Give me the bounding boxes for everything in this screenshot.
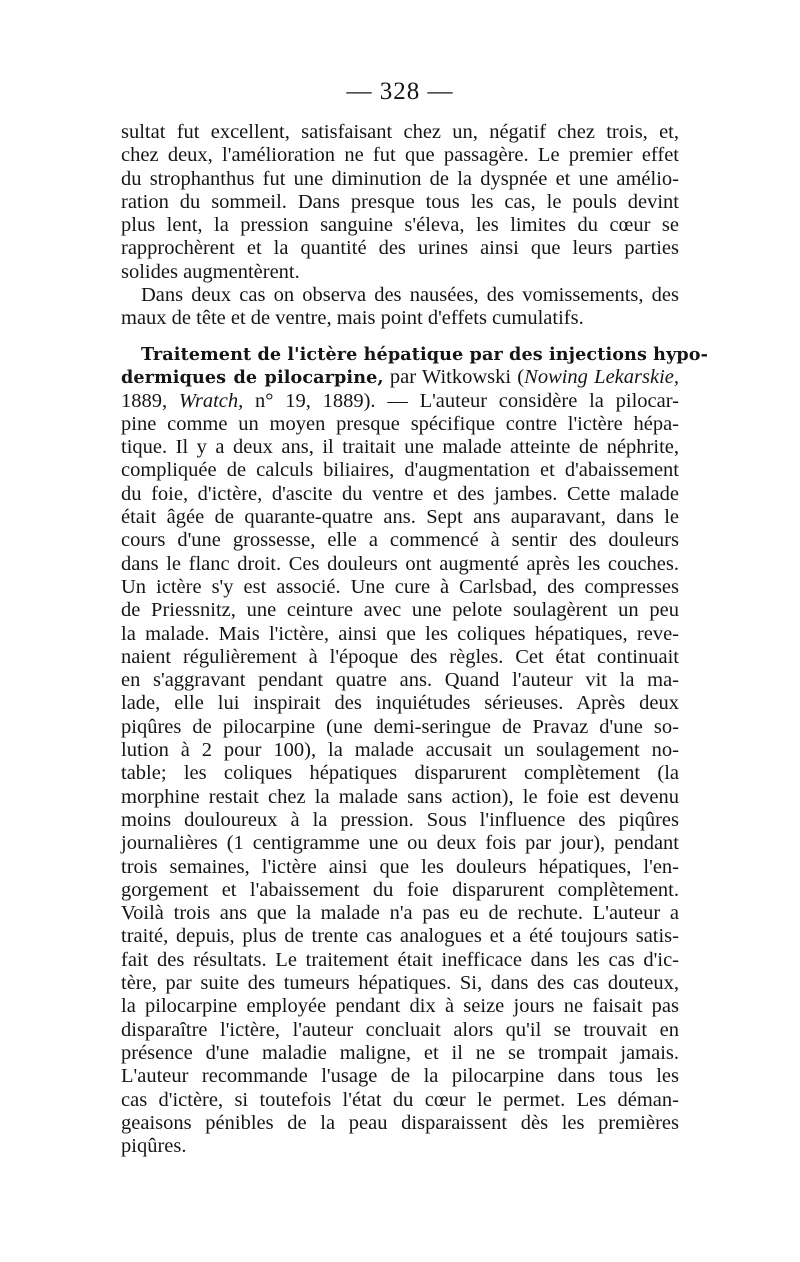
text-line: naient régulièrement à l'époque des règles. Cet état continuait — [121, 645, 679, 668]
text-line: dans le flanc droit. Ces douleurs ont augmenté après les couches. — [121, 552, 679, 575]
text-line: rapprochèrent et la quantité des urines ainsi que leurs parties — [121, 237, 679, 260]
text-line: tique. Il y a deux ans, il traitait une malade atteinte de néphrite, — [121, 436, 679, 459]
text-line: solides augmentèrent. — [121, 260, 300, 283]
article-title: Traitement de l'ictère hépatique par des injections hypo- — [141, 344, 709, 365]
text-line: la malade. Mais l'ictère, ainsi que les coliques hépatiques, reve- — [121, 622, 679, 645]
text-line: traité, depuis, plus de trente cas analogues et a été toujours satis- — [121, 925, 679, 948]
text-line: présence d'une maladie maligne, et il ne se trompait jamais. — [121, 1041, 679, 1064]
citation-rest: n° 19, 1889). — L'auteur considère la pilocar- — [243, 389, 679, 412]
text-line: gorgement et l'abaissement du foie disparurent complètement. — [121, 878, 679, 901]
text-line: plus lent, la pression sanguine s'éleva, les limites du cœur se — [121, 214, 679, 237]
text-line: sultat fut excellent, satisfaisant chez un, négatif chez trois, et, — [121, 121, 679, 143]
text-line: geaisons pénibles de la peau disparaissent dès les premières — [121, 1111, 679, 1134]
text-line: la pilocarpine employée pendant dix à seize jours ne faisait pas — [121, 995, 679, 1018]
text-line: moins douloureux à la pression. Sous l'influence des piqûres — [121, 808, 679, 831]
text-line: Un ictère s'y est associé. Une cure à Carlsbad, des compresses — [121, 575, 679, 598]
citation-line — [121, 390, 679, 413]
text-line: en s'aggravant pendant quatre ans. Quand l'auteur vit la ma- — [121, 669, 679, 692]
text-line: cas d'ictère, si toutefois l'état du cœur le permet. Les déman- — [121, 1088, 679, 1111]
text-line: maux de tête et de ventre, mais point d'effets cumulatifs. — [121, 307, 584, 330]
text-line: du foie, d'ictère, d'ascite du ventre et des jambes. Cette malade — [121, 482, 679, 505]
text-line: piqûres. — [121, 1135, 187, 1158]
text-line: fait des résultats. Le traitement était inefficace dans les cas d'ic- — [121, 948, 679, 971]
citation-year: 1889, — [121, 389, 179, 412]
paragraph-2 — [121, 284, 679, 331]
text-line: de Priessnitz, une ceinture avec une pelote soulagèrent un peu — [121, 599, 679, 622]
text-line: tère, par suite des tumeurs hépatiques. Si, dans des cas douteux, — [121, 972, 679, 995]
article-title-line-2 — [121, 366, 679, 389]
text-line: Dans deux cas on observa des nausées, des vomissements, des — [141, 284, 679, 307]
text-line: table; les coliques hépatiques disparurent complètement (la — [121, 762, 679, 785]
text-line: était âgée de quarante-quatre ans. Sept ans auparavant, dans le — [121, 506, 679, 529]
text-line: morphine restait chez la malade sans action), le foie est devenu — [121, 785, 679, 808]
text-line: journalières (1 centigramme une ou deux fois par jour), pendant — [121, 832, 679, 855]
text-line: lade, elle lui inspirait des inquiétudes sérieuses. Après deux — [121, 692, 679, 715]
text-line: cours d'une grossesse, elle a commencé à sentir des douleurs — [121, 529, 679, 552]
page-number: — 328 — — [346, 78, 454, 105]
text-line: disparaître l'ictère, l'auteur concluait alors qu'il se trouvait en — [121, 1018, 679, 1041]
text-line: Voilà trois ans que la malade n'a pas eu de rechute. L'auteur a — [121, 902, 679, 925]
author-text: par Witkowski ( — [383, 366, 525, 389]
text-line: du strophanthus fut une diminution de la dyspnée et une amélio- — [121, 167, 679, 190]
text-line: lution à 2 pour 100), la malade accusait un soulagement no- — [121, 739, 679, 762]
paragraph-1 — [121, 121, 679, 284]
text-line: piqûres de pilocarpine (une demi-seringue de Pravaz d'une so- — [121, 715, 679, 738]
text-line: ration du sommeil. Dans presque tous les cas, le pouls devint — [121, 190, 679, 213]
journal-name: Nowing Lekarskie, — [524, 366, 679, 389]
text-line: L'auteur recommande l'usage de la pilocarpine dans tous les — [121, 1065, 679, 1088]
text-line: compliquée de calculs biliaires, d'augmentation et d'abaissement — [121, 459, 679, 482]
article-title-end: dermiques de pilocarpine, — [121, 367, 384, 389]
text-line: pine comme un moyen presque spécifique contre l'ictère hépa- — [121, 412, 679, 435]
text-line: chez deux, l'amélioration ne fut que passagère. Le premier effet — [121, 144, 679, 167]
text-block-top — [121, 121, 679, 331]
text-block-article — [121, 343, 709, 1158]
journal-name-2: Wratch, — [178, 389, 244, 412]
text-line: trois semaines, l'ictère ainsi que les douleurs hépatiques, l'en- — [121, 855, 679, 878]
paragraph-3 — [121, 343, 709, 1158]
